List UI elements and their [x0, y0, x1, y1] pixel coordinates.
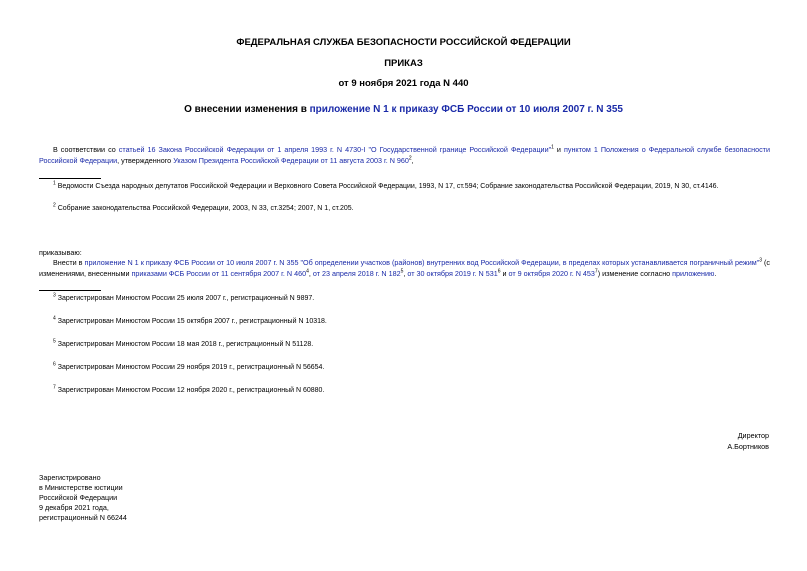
footnote-item	[53, 204, 773, 214]
order-text-2: (с изменениями, внесенными	[39, 258, 771, 278]
doc-type: ПРИКАЗ	[384, 58, 423, 69]
registration-line: регистрационный N 66244	[39, 513, 127, 522]
registration-line: Зарегистрировано	[39, 473, 101, 482]
order-531-link[interactable]: от 30 октября 2019 г. N 531	[407, 269, 498, 278]
registration-block	[39, 473, 127, 523]
order-355-link[interactable]: приложение N 1 к приказу ФСБ России от 10 июля 2007 г. N 355 "Об определении участков (районов) внутренних вод Российской Федерации, в пределах которых устанавливается пограничный режим"	[84, 258, 760, 267]
footnote-item	[53, 386, 324, 396]
title-prefix: О внесении изменения в	[184, 104, 310, 115]
footnote-ref-1[interactable]: 1	[551, 144, 554, 151]
footnote-ref-2[interactable]: 2	[408, 155, 412, 162]
footnote-text: Собрание законодательства Российской Федерации, 2003, N 33, ст.3254; 2007, N 1, ст.205.	[57, 205, 354, 212]
registration-line: в Министерстве юстиции	[39, 483, 123, 492]
order-182-link[interactable]: от 23 апреля 2018 г. N 182	[312, 269, 401, 278]
doc-title	[0, 104, 807, 115]
order-460-link[interactable]: приказами ФСБ России от 11 сентября 2007 г. N 460	[131, 269, 307, 278]
footnote-item	[53, 294, 314, 304]
footnote-ref-5[interactable]: 5	[400, 268, 404, 275]
footnote-text: Зарегистрирован Минюстом России 18 мая 2018 г., регистрационный N 51128.	[57, 341, 314, 348]
preamble-text-4: ,	[411, 156, 414, 165]
footnote-text: Зарегистрирован Минюстом России 12 ноября 2020 г., регистрационный N 60880.	[57, 387, 325, 394]
order-453-link[interactable]: от 9 октября 2020 г. N 453	[508, 269, 595, 278]
footnote-mark: 7	[53, 384, 56, 391]
footnote-ref-4[interactable]: 4	[306, 268, 309, 275]
footnote-text: Зарегистрирован Минюстом России 29 ноября 2019 г., регистрационный N 56654.	[57, 364, 325, 371]
title-link[interactable]: приложение N 1 к приказу ФСБ России от 10 июля 2007 г. N 355	[309, 104, 623, 115]
footnote-divider	[39, 178, 101, 179]
order-text-7: .	[714, 269, 717, 278]
order-paragraph	[39, 257, 770, 279]
footnote-item	[53, 317, 327, 327]
footnote-text: Ведомости Съезда народных депутатов Российской Федерации и Верховного Совета Российской Федерации, 1993, N 17, ст.594; Собрание законодательства Российской Федерации, 2019, N 30, ст.4146.	[57, 183, 719, 190]
footnote-mark: 6	[53, 361, 56, 368]
preamble-text-2: и	[553, 145, 564, 154]
footnote-item	[53, 363, 324, 373]
fsb-regulation-link[interactable]: пунктом 1 Положения о Федеральной службе безопасности Российской Федерации	[39, 145, 770, 165]
presidential-decree-link[interactable]: Указом Президента Российской Федерации от 11 августа 2003 г. N 960	[173, 156, 409, 165]
appendix-link[interactable]: приложению	[672, 269, 715, 278]
footnote-divider	[39, 290, 101, 291]
registration-line: 9 декабря 2021 года,	[39, 503, 109, 512]
footnote-mark: 2	[53, 202, 56, 209]
preamble-text-3: , утвержденного	[117, 156, 174, 165]
prikazyvayu-label: приказываю:	[39, 248, 82, 257]
agency-heading: ФЕДЕРАЛЬНАЯ СЛУЖБА БЕЗОПАСНОСТИ РОССИЙСКОЙ ФЕДЕРАЦИИ	[236, 37, 571, 48]
footnote-text: Зарегистрирован Минюстом России 25 июля 2007 г., регистрационный N 9897.	[57, 295, 315, 302]
footnote-text: Зарегистрирован Минюстом России 15 октября 2007 г., регистрационный N 10318.	[57, 318, 327, 325]
order-text-4: ,	[403, 269, 408, 278]
doc-date-number: от 9 ноября 2021 года N 440	[338, 78, 469, 89]
footnote-mark: 4	[53, 315, 56, 322]
footnote-ref-3[interactable]: 3	[759, 257, 762, 264]
order-text-1: Внести в	[53, 258, 85, 267]
signature-name: А.Бортников	[727, 442, 769, 451]
footnote-item	[53, 182, 773, 192]
preamble-text-1: В соответствии со	[53, 145, 119, 154]
signature-position: Директор	[737, 431, 769, 440]
footnote-mark: 1	[53, 180, 56, 187]
footnote-mark: 3	[53, 292, 56, 299]
footnote-ref-7[interactable]: 7	[594, 268, 598, 275]
footnote-item	[53, 340, 313, 350]
registration-line: Российской Федерации	[39, 493, 118, 502]
order-text-6: ) изменение согласно	[597, 269, 673, 278]
order-text-3: ,	[308, 269, 313, 278]
preamble-paragraph	[39, 144, 770, 166]
footnote-mark: 5	[53, 338, 56, 345]
footnote-ref-6[interactable]: 6	[497, 268, 501, 275]
order-text-5: и	[500, 269, 509, 278]
law-4730-link[interactable]: статьей 16 Закона Российской Федерации от 1 апреля 1993 г. N 4730-I "О Государственной границе Российской Федерации"	[118, 145, 552, 154]
